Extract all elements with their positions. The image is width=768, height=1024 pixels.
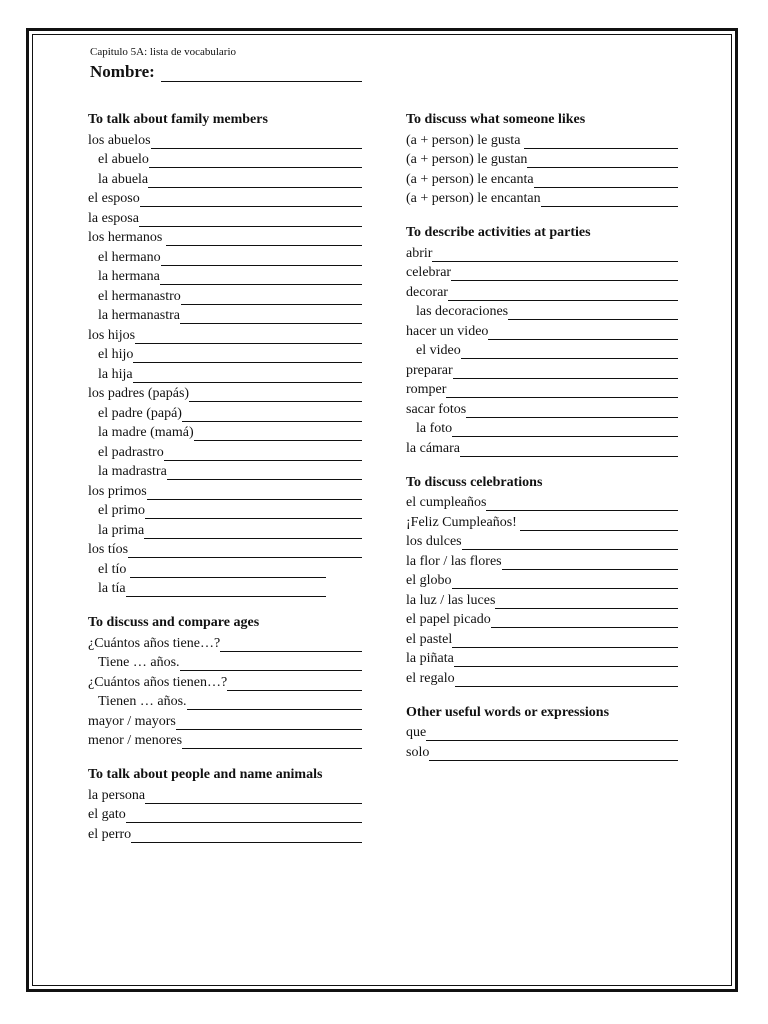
vocab-row [88,461,362,481]
vocab-row [88,823,362,843]
vocab-term: preparar [406,362,453,378]
vocab-term: mayor / mayors [88,713,176,729]
section-heading: To discuss and compare ages [88,615,260,630]
right-column [406,110,678,777]
vocab-row [406,531,678,551]
vocab-term: el tío [98,561,130,577]
vocab-row [88,671,362,691]
vocab-row [88,422,362,442]
vocab-row [88,266,362,286]
vocab-row [406,398,678,418]
answer-blank-line[interactable] [451,266,678,281]
answer-blank-line[interactable] [461,344,678,359]
answer-blank-line[interactable] [161,251,362,266]
answer-blank-line[interactable] [508,305,678,320]
vocab-row [88,305,362,325]
answer-blank-line[interactable] [164,446,362,461]
page-subtitle: Capitulo 5A: lista de vocabulario [90,46,237,58]
answer-blank-line[interactable] [462,535,678,550]
answer-blank-line[interactable] [524,134,678,149]
section-heading: To talk about family members [88,112,268,127]
answer-blank-line[interactable] [446,383,678,398]
vocab-row [406,741,678,761]
vocab-row [406,589,678,609]
answer-blank-line[interactable] [180,656,362,671]
vocab-term: el video [416,343,461,358]
vocab-row [88,285,362,305]
answer-blank-line[interactable] [448,286,678,301]
vocab-row [88,344,362,364]
vocab-term: la madrastra [98,464,167,479]
answer-blank-line[interactable] [520,516,678,531]
vocab-term: el abuelo [98,152,149,167]
vocab-row [88,804,362,824]
vocab-row [88,784,362,804]
vocab-row [406,550,678,570]
vocab-term: la foto [416,421,453,436]
vocab-term: la persona [88,787,146,803]
vocab-row [406,281,678,301]
vocab-term: el primo [98,503,146,518]
answer-blank-line[interactable] [176,715,362,730]
section-other-useful-words-or-expressions [406,703,678,761]
answer-blank-line[interactable] [534,173,678,188]
vocab-term: el pastel [406,631,453,647]
vocab-row [88,519,362,539]
vocab-row [88,149,362,169]
section-to-discuss-what-someone-likes [406,110,678,207]
vocab-row [406,340,678,360]
vocab-term: menor / menores [88,733,183,748]
section-heading: To talk about people and name animals [88,767,323,782]
answer-blank-line[interactable] [145,504,362,519]
section-heading: To discuss celebrations [406,474,543,490]
vocab-term: la abuela [98,171,149,187]
vocab-row [88,441,362,461]
section-to-describe-activities-at-parties [406,223,678,457]
answer-blank-line[interactable] [426,726,678,741]
vocab-term: el padrastro [98,444,164,460]
vocab-term: los hijos [88,327,136,343]
vocab-term: el regalo [406,670,455,686]
vocab-term: (a + person) le encantan [406,191,541,206]
answer-blank-line[interactable] [126,808,362,823]
answer-blank-line[interactable] [148,173,362,188]
answer-blank-line[interactable] [194,426,362,441]
vocab-term: Tienen … años. [98,694,187,709]
vocab-row [406,722,678,742]
vocab-row [88,578,326,598]
vocab-row [406,188,678,208]
vocab-term: la piñata [406,651,454,666]
vocab-term: el hermanastro [98,288,181,304]
answer-blank-line[interactable] [149,153,362,168]
answer-blank-line[interactable] [182,407,362,422]
vocab-row [88,188,362,208]
vocab-term: los tíos [88,542,129,557]
answer-blank-line[interactable] [133,348,362,363]
vocab-row [88,324,362,344]
vocab-row [406,320,678,340]
answer-blank-line[interactable] [488,325,678,340]
vocab-term: el cumpleaños [406,495,487,510]
vocab-row [406,379,678,399]
answer-blank-line[interactable] [160,270,362,285]
left-column [88,110,362,859]
answer-blank-line[interactable] [460,442,678,457]
answer-blank-line[interactable] [495,594,678,609]
vocab-row [406,301,678,321]
answer-blank-line[interactable] [180,309,362,324]
vocab-row [88,710,362,730]
answer-blank-line[interactable] [133,368,362,383]
vocab-row [88,539,362,559]
answer-blank-line[interactable] [502,555,678,570]
vocab-row [406,359,678,379]
vocab-term: los hermanos [88,230,166,245]
vocab-row [88,558,326,578]
section-heading: To describe activities at parties [406,225,591,240]
answer-blank-line[interactable] [139,212,362,227]
section-heading: Other useful words or expressions [406,704,610,720]
vocab-term: sacar fotos [406,401,467,417]
vocab-row [88,227,362,247]
vocab-row [88,129,362,149]
vocab-row [406,168,678,188]
vocab-term: (a + person) le gusta [406,132,524,148]
vocab-term: el gato [88,807,126,822]
vocab-row [406,242,678,262]
vocab-term: la prima [98,522,145,538]
vocab-row [406,609,678,629]
vocab-term: los abuelos [88,132,151,148]
vocab-term: los primos [88,483,147,499]
vocab-row [406,262,678,282]
answer-blank-line[interactable] [147,485,362,500]
answer-blank-line[interactable] [527,153,678,168]
vocab-row [88,500,362,520]
vocab-term: Tiene … años. [98,655,180,670]
vocab-term: la esposa [88,210,139,226]
vocab-row [406,648,678,668]
section-to-discuss-celebrations [406,473,678,687]
vocab-row [88,383,362,403]
vocab-term: que [406,725,427,740]
vocab-term: el padre (papá) [98,405,182,421]
answer-blank-line[interactable] [166,231,362,246]
vocab-row [88,480,362,500]
vocab-term: el hermano [98,249,161,265]
vocab-term: (a + person) le encanta [406,171,534,187]
vocab-row [406,667,678,687]
vocab-row [88,730,362,750]
section-to-talk-about-people-and-name-animals [88,765,362,843]
vocab-term: ¿Cuántos años tiene…? [88,635,221,651]
answer-blank-line[interactable] [466,403,678,418]
vocab-term: el perro [88,826,132,842]
answer-blank-line[interactable] [140,192,362,207]
vocab-term: ¿Cuántos años tienen…? [88,674,228,690]
name-row [90,62,362,82]
vocab-row [406,628,678,648]
answer-blank-line[interactable] [126,582,326,597]
vocab-term: la cámara [406,440,461,456]
answer-blank-line[interactable] [128,543,362,558]
answer-blank-line[interactable] [486,496,678,511]
vocab-term: (a + person) le gustan [406,152,528,167]
answer-blank-line[interactable] [182,734,362,749]
vocab-row [88,207,362,227]
vocab-row [88,652,362,672]
vocab-row [88,402,362,422]
answer-blank-line[interactable] [187,695,362,710]
vocab-row [406,511,678,531]
vocab-term: la tía [98,581,126,596]
vocab-term: romper [406,382,447,397]
answer-blank-line[interactable] [432,247,678,262]
section-heading: To discuss what someone likes [406,112,586,127]
vocab-term: el esposo [88,191,140,206]
vocab-row [88,691,362,711]
vocab-row [406,129,678,149]
vocab-term: los padres (papás) [88,386,190,401]
answer-blank-line[interactable] [455,672,678,687]
answer-blank-line[interactable] [220,637,362,652]
answer-blank-line[interactable] [453,364,678,379]
vocab-term: hacer un video [406,323,489,339]
vocab-row [406,492,678,512]
answer-blank-line[interactable] [131,828,362,843]
answer-blank-line[interactable] [227,676,362,691]
answer-blank-line[interactable] [189,387,362,402]
vocab-term: ¡Feliz Cumpleaños! [406,514,521,530]
vocab-row [406,149,678,169]
answer-blank-line[interactable] [135,329,362,344]
vocab-row [406,570,678,590]
answer-blank-line[interactable] [429,746,678,761]
section-to-talk-about-family-members [88,110,362,597]
vocab-term: la hermana [98,269,160,284]
vocab-term: la hija [98,366,133,382]
vocab-row [88,632,362,652]
vocab-term: el papel picado [406,612,491,627]
answer-blank-line[interactable] [145,789,362,804]
vocab-term: abrir [406,245,433,261]
section-to-discuss-and-compare-ages [88,613,362,749]
vocab-term: las decoraciones [416,304,509,319]
vocab-row [88,363,362,383]
answer-blank-line[interactable] [452,422,678,437]
vocab-term: la madre (mamá) [98,425,194,440]
vocab-row [88,246,362,266]
answer-blank-line[interactable] [130,563,326,578]
answer-blank-line[interactable] [541,192,678,207]
answer-blank-line[interactable] [452,574,679,589]
vocab-term: decorar [406,284,448,300]
vocab-term: solo [406,744,430,760]
answer-blank-line[interactable] [144,524,362,539]
vocab-row [88,168,362,188]
answer-blank-line[interactable] [454,652,678,667]
vocab-row [406,418,678,438]
vocab-term: celebrar [406,265,452,280]
vocab-term: la flor / las flores [406,553,502,569]
vocab-term: los dulces [406,534,462,549]
vocab-term: el globo [406,573,452,588]
answer-blank-line[interactable] [181,290,362,305]
vocab-term: el hijo [98,347,134,362]
name-label: Nombre: [90,62,155,81]
name-blank-line[interactable] [161,65,362,82]
answer-blank-line[interactable] [167,465,362,480]
answer-blank-line[interactable] [151,134,362,149]
vocab-row [406,437,678,457]
vocab-term: la luz / las luces [406,592,496,608]
answer-blank-line[interactable] [491,613,678,628]
vocab-term: la hermanastra [98,308,181,323]
answer-blank-line[interactable] [452,633,678,648]
